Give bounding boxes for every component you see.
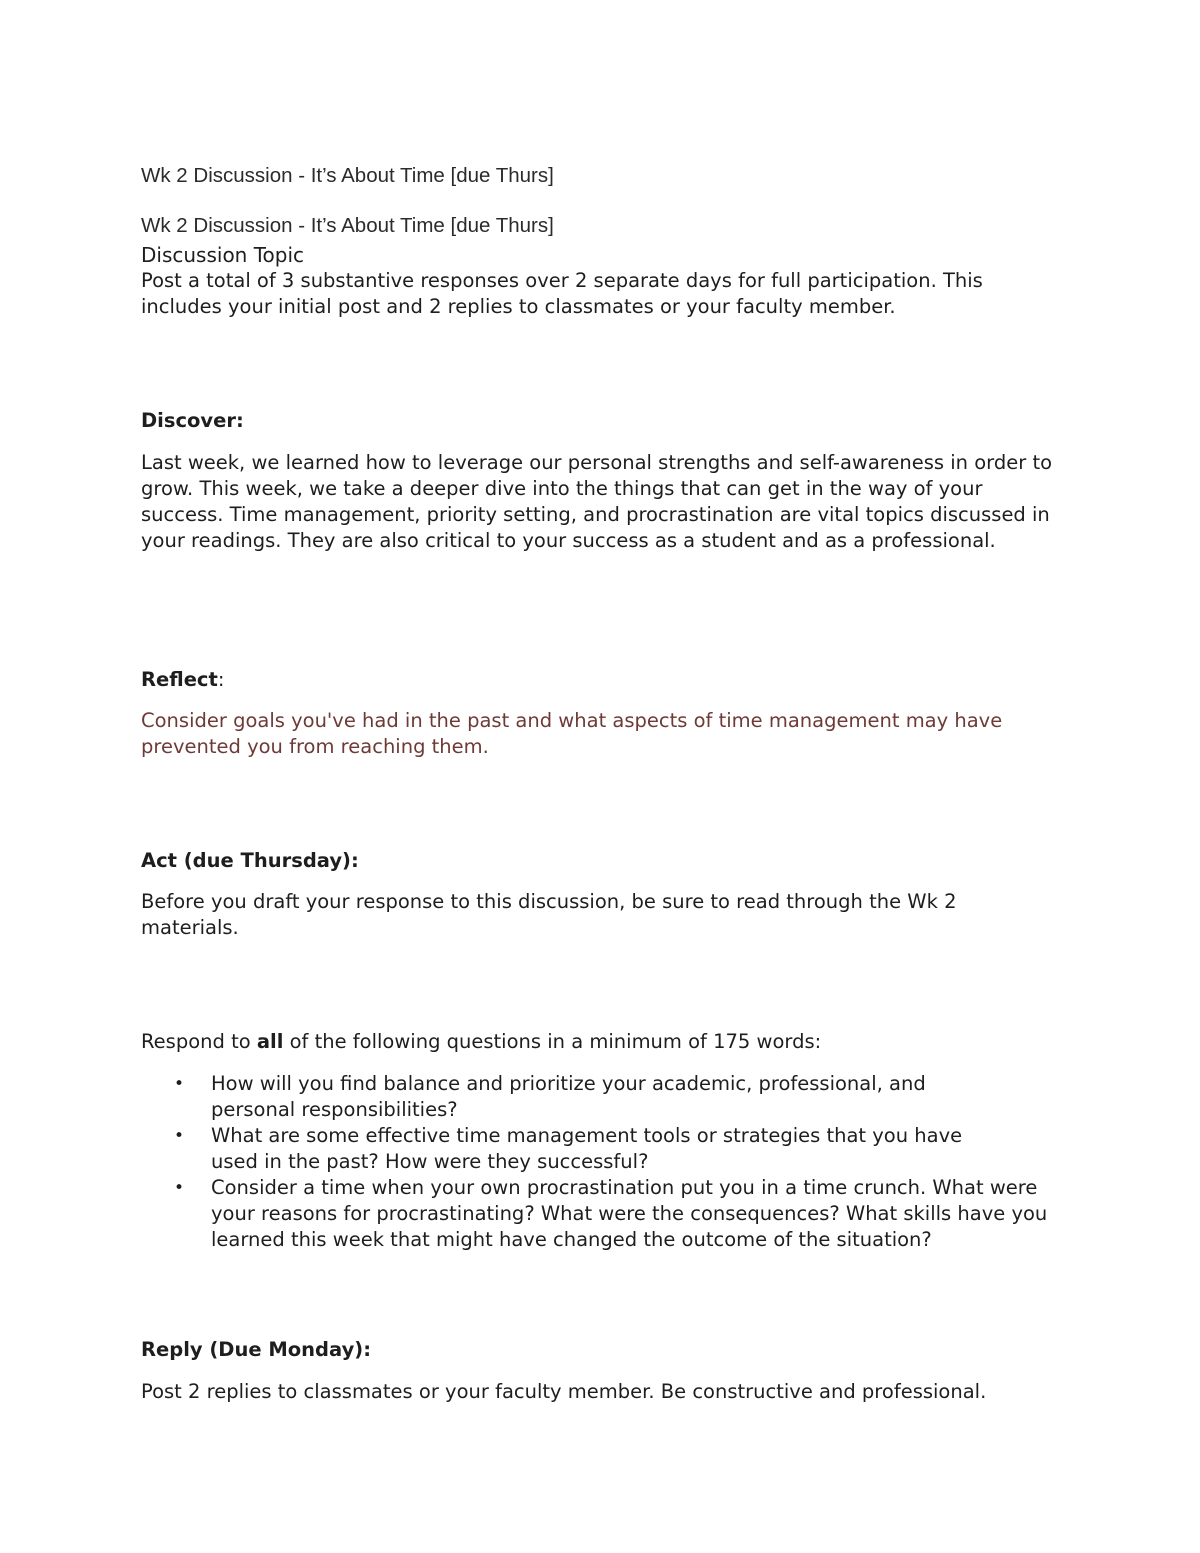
question-text: What are some effective time management tools or strategies that you have used in the past? How were they successful? <box>211 1124 963 1173</box>
discussion-topic-heading-text: Discussion Topic <box>141 243 305 267</box>
reflect-text: Consider goals you've had in the past and what aspects of time management may have prevented you from reaching them. <box>141 709 1003 758</box>
bullet-icon: • <box>174 1074 185 1094</box>
bullet-icon: • <box>174 1126 185 1146</box>
discussion-topic-heading <box>141 242 1061 268</box>
reply-heading: Reply (Due Monday): <box>141 1338 372 1361</box>
respond-prefix: Respond to <box>141 1030 257 1053</box>
reflect-heading-text: Reflect <box>141 668 218 691</box>
respond-bold-all: all <box>256 1030 284 1053</box>
question-text: How will you find balance and prioritize your academic, professional, and personal responsibilities? <box>211 1072 926 1121</box>
bullet-icon: • <box>174 1178 185 1198</box>
question-text: Consider a time when your own procrastination put you in a time crunch. What were your reasons for procrastinating? What were the consequences? What skills have you learned this week that might have changed the outcome of the situation? <box>211 1176 1048 1251</box>
act-heading: Act (due Thursday): <box>141 849 359 872</box>
list-item <box>141 1071 991 1123</box>
list-item <box>141 1175 1056 1253</box>
list-item <box>141 1123 1011 1175</box>
discussion-topic-text: Post a total of 3 substantive responses over 2 separate days for full participation. This includes your initial post and 2 replies to classmates or your faculty member. <box>141 269 983 318</box>
discussion-title: Wk 2 Discussion - It’s About Time [due Thurs] <box>141 214 554 237</box>
respond-instruction <box>141 1029 1061 1055</box>
question-list <box>141 1071 1061 1253</box>
discover-text: Last week, we learned how to leverage our personal strengths and self-awareness in order to grow. This week, we take a deeper dive into the things that can get in the way of your success. Time management, priority setting, and procrastination are vital topics discussed in your readings. They are also critical to your success as a student and as a professional. <box>141 451 1053 552</box>
document-title: Wk 2 Discussion - It’s About Time [due Thurs] <box>141 164 554 187</box>
reflect-heading <box>141 667 1061 693</box>
reflect-heading-colon: : <box>217 668 225 691</box>
act-text: Before you draft your response to this discussion, be sure to read through the Wk 2 materials. <box>141 890 957 939</box>
discover-heading: Discover: <box>141 409 244 432</box>
reply-text: Post 2 replies to classmates or your faculty member. Be constructive and professional. <box>141 1380 987 1403</box>
respond-suffix: of the following questions in a minimum of 175 words: <box>283 1030 822 1053</box>
